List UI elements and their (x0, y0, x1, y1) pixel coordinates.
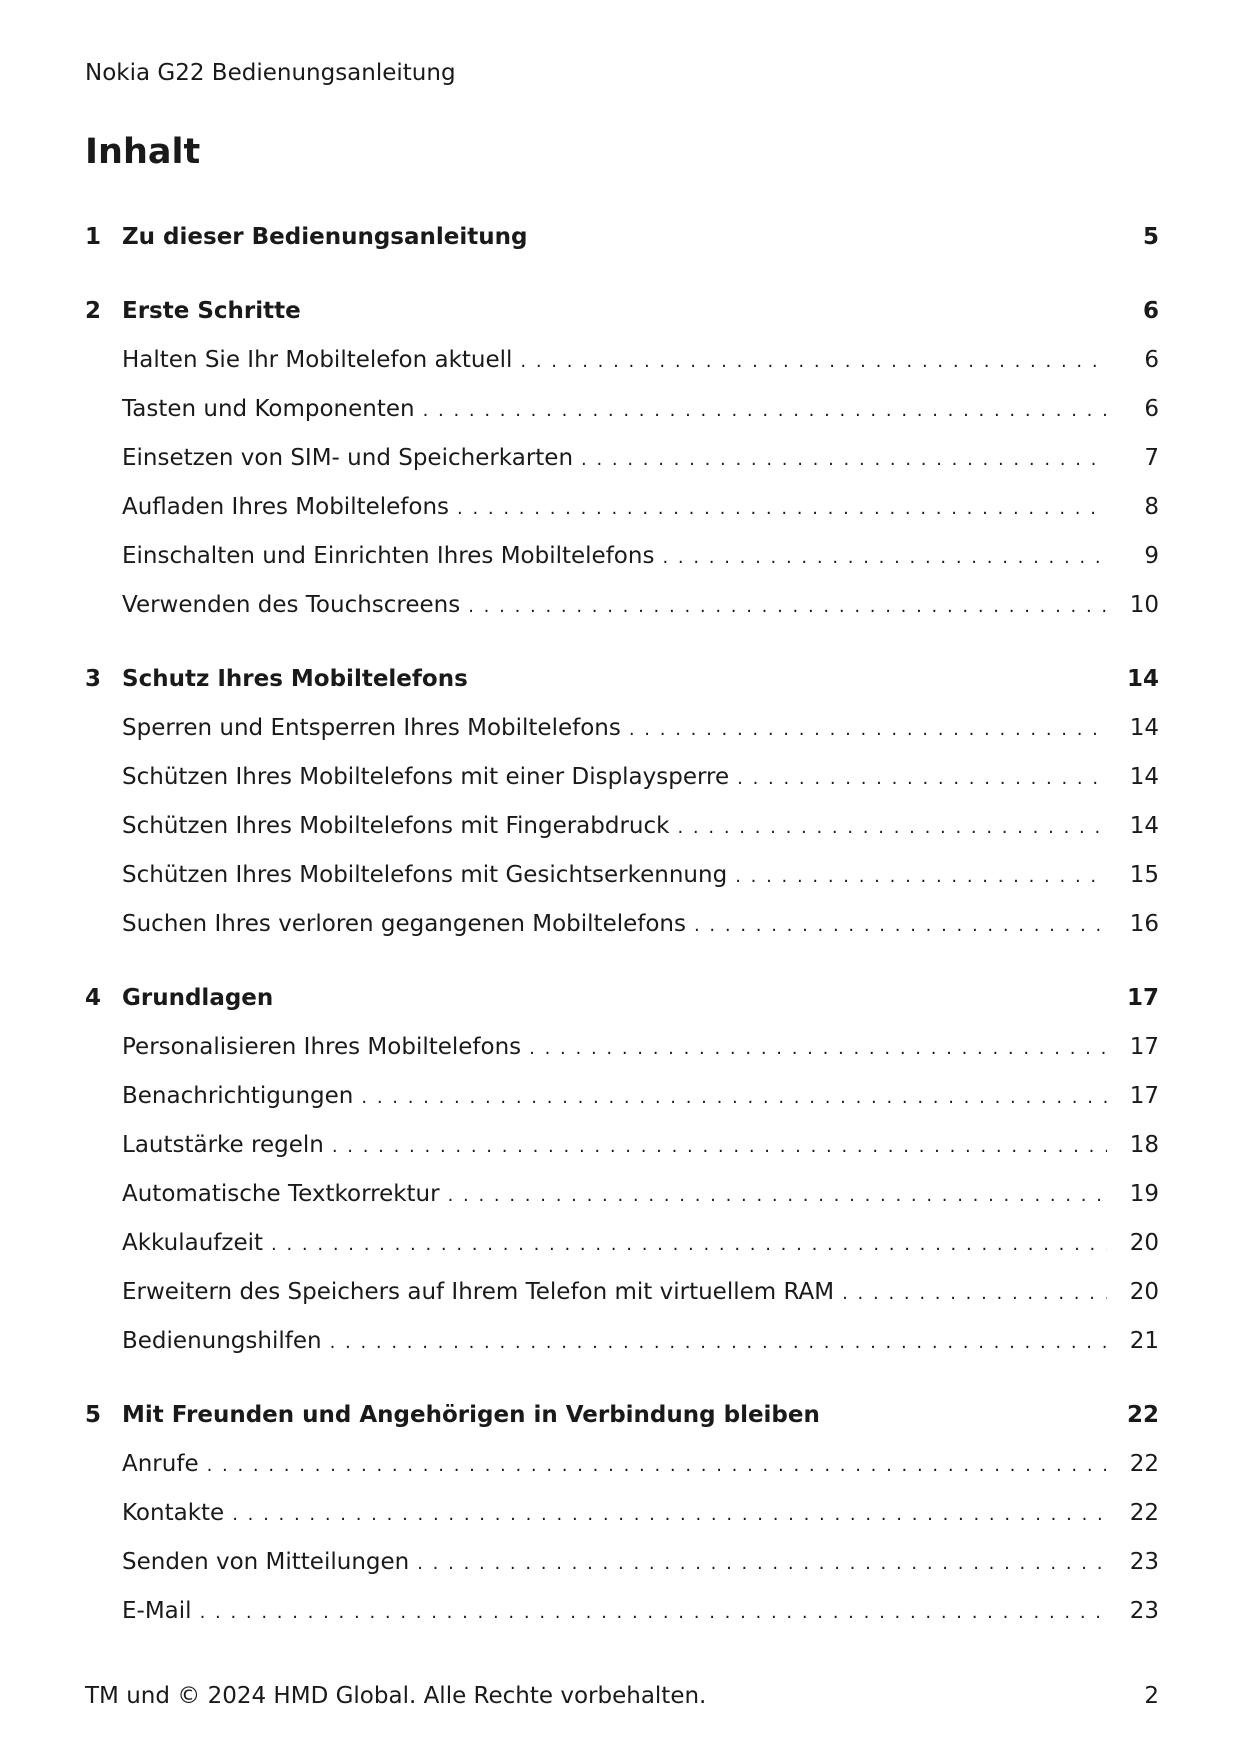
entry-title: Einsetzen von SIM- und Speicherkarten (122, 445, 574, 471)
toc-entry-link[interactable] (85, 385, 1159, 434)
dot-leader (330, 1318, 1107, 1367)
dot-leader (662, 533, 1107, 582)
toc-heading: Inhalt (85, 132, 201, 172)
document-footer (85, 1681, 1159, 1711)
entry-page-number: 9 (1144, 543, 1159, 569)
toc-chapter-link[interactable] (85, 212, 1159, 262)
toc-entry-link[interactable] (85, 336, 1159, 385)
entry-page-number: 14 (1129, 813, 1159, 839)
entry-title: Suchen Ihres verloren gegangenen Mobiltelefons (122, 911, 686, 937)
toc-chapter-link[interactable] (85, 1390, 1159, 1440)
entry-title: Verwenden des Touchscreens (122, 592, 461, 618)
dot-leader (232, 1490, 1107, 1539)
toc-entry-link[interactable] (85, 1440, 1159, 1489)
entry-page-number: 8 (1144, 494, 1159, 520)
entry-page-number: 21 (1129, 1328, 1159, 1354)
toc-entry-link[interactable] (85, 900, 1159, 949)
entry-page-number: 17 (1129, 1083, 1159, 1109)
chapter-page-number: 22 (1126, 1402, 1159, 1428)
entry-page-number: 23 (1129, 1598, 1159, 1624)
toc-entry-link[interactable] (85, 753, 1159, 802)
entry-page-number: 18 (1129, 1132, 1159, 1158)
entry-page-number: 15 (1129, 862, 1159, 888)
toc-entry-link[interactable] (85, 802, 1159, 851)
entry-title: Lautstärke regeln (122, 1132, 324, 1158)
chapter-number: 4 (85, 985, 102, 1011)
entry-title: Tasten und Komponenten (122, 396, 415, 422)
entry-title: Halten Sie Ihr Mobiltelefon aktuell (122, 347, 513, 373)
toc-entry-link[interactable] (85, 581, 1159, 630)
dot-leader (332, 1122, 1107, 1171)
dot-leader (271, 1220, 1107, 1269)
dot-leader (417, 1539, 1107, 1588)
toc-entry-link[interactable] (85, 1317, 1159, 1366)
dot-leader (529, 1024, 1107, 1073)
dot-leader (677, 803, 1107, 852)
entry-title: Schützen Ihres Mobiltelefons mit Gesichtserkennung (122, 862, 728, 888)
toc-entry-link[interactable] (85, 851, 1159, 900)
dot-leader (448, 1171, 1107, 1220)
entry-page-number: 19 (1129, 1181, 1159, 1207)
document-header: Nokia G22 Bedienungsanleitung (85, 60, 456, 86)
dot-leader (737, 754, 1107, 803)
toc-chapter-link[interactable] (85, 286, 1159, 336)
toc-entry-link[interactable] (85, 1489, 1159, 1538)
toc-chapter (85, 212, 1159, 262)
dot-leader (207, 1441, 1107, 1490)
dot-leader (200, 1588, 1107, 1637)
entry-title: Erweitern des Speichers auf Ihrem Telefon mit virtuellem RAM (122, 1279, 835, 1305)
toc-entry-link[interactable] (85, 704, 1159, 753)
toc-entry-link[interactable] (85, 532, 1159, 581)
chapter-title: Erste Schritte (122, 298, 301, 324)
entry-title: E-Mail (122, 1598, 192, 1624)
chapter-title: Schutz Ihres Mobiltelefons (122, 666, 468, 692)
toc-entry-link[interactable] (85, 1023, 1159, 1072)
dot-leader (842, 1269, 1107, 1318)
table-of-contents (85, 212, 1159, 1660)
entry-page-number: 7 (1144, 445, 1159, 471)
toc-chapter (85, 654, 1159, 949)
toc-entry-link[interactable] (85, 1121, 1159, 1170)
toc-entry-link[interactable] (85, 1268, 1159, 1317)
entry-page-number: 20 (1129, 1230, 1159, 1256)
entry-page-number: 10 (1129, 592, 1159, 618)
entry-title: Sperren und Entsperren Ihres Mobiltelefons (122, 715, 621, 741)
entry-title: Aufladen Ihres Mobiltelefons (122, 494, 450, 520)
chapter-number: 3 (85, 666, 102, 692)
toc-chapter-link[interactable] (85, 973, 1159, 1023)
entry-title: Schützen Ihres Mobiltelefons mit einer Displaysperre (122, 764, 730, 790)
dot-leader (361, 1073, 1107, 1122)
chapter-title: Mit Freunden und Angehörigen in Verbindung bleiben (122, 1402, 820, 1428)
toc-chapter-link[interactable] (85, 654, 1159, 704)
dot-leader (468, 582, 1107, 631)
entry-page-number: 6 (1144, 347, 1159, 373)
dot-leader (423, 386, 1107, 435)
chapter-page-number: 14 (1126, 666, 1159, 692)
entry-page-number: 6 (1144, 396, 1159, 422)
chapter-number: 2 (85, 298, 102, 324)
dot-leader (735, 852, 1107, 901)
entry-page-number: 22 (1129, 1451, 1159, 1477)
toc-chapter (85, 286, 1159, 630)
toc-entry-link[interactable] (85, 1587, 1159, 1636)
entry-title: Kontakte (122, 1500, 225, 1526)
entry-title: Anrufe (122, 1451, 199, 1477)
entry-title: Schützen Ihres Mobiltelefons mit Fingerabdruck (122, 813, 670, 839)
entry-title: Personalisieren Ihres Mobiltelefons (122, 1034, 522, 1060)
entry-page-number: 14 (1129, 764, 1159, 790)
toc-entry-link[interactable] (85, 483, 1159, 532)
entry-page-number: 20 (1129, 1279, 1159, 1305)
chapter-page-number: 6 (1142, 298, 1159, 324)
entry-title: Benachrichtigungen (122, 1083, 354, 1109)
chapter-title: Zu dieser Bedienungsanleitung (122, 224, 528, 250)
dot-leader (457, 484, 1107, 533)
dot-leader (520, 337, 1107, 386)
entry-page-number: 16 (1129, 911, 1159, 937)
entry-title: Bedienungshilfen (122, 1328, 322, 1354)
toc-entry-link[interactable] (85, 434, 1159, 483)
entry-title: Automatische Textkorrektur (122, 1181, 440, 1207)
chapter-page-number: 5 (1142, 224, 1159, 250)
footer-copyright: TM und © 2024 HMD Global. Alle Rechte vorbehalten. (85, 1683, 707, 1709)
entry-page-number: 23 (1129, 1549, 1159, 1575)
entry-title: Einschalten und Einrichten Ihres Mobiltelefons (122, 543, 655, 569)
entry-page-number: 17 (1129, 1034, 1159, 1060)
document-page (85, 0, 1159, 1754)
entry-title: Senden von Mitteilungen (122, 1549, 410, 1575)
footer-page-number: 2 (1144, 1683, 1159, 1709)
toc-entry-link[interactable] (85, 1538, 1159, 1587)
dot-leader (694, 901, 1107, 950)
entry-page-number: 14 (1129, 715, 1159, 741)
toc-chapter (85, 1390, 1159, 1636)
chapter-title: Grundlagen (122, 985, 274, 1011)
entry-title: Akkulaufzeit (122, 1230, 264, 1256)
toc-entry-link[interactable] (85, 1072, 1159, 1121)
toc-entry-link[interactable] (85, 1219, 1159, 1268)
chapter-page-number: 17 (1126, 985, 1159, 1011)
entry-page-number: 22 (1129, 1500, 1159, 1526)
chapter-number: 1 (85, 224, 102, 250)
toc-chapter (85, 973, 1159, 1366)
toc-entry-link[interactable] (85, 1170, 1159, 1219)
dot-leader (629, 705, 1107, 754)
chapter-number: 5 (85, 1402, 102, 1428)
dot-leader (581, 435, 1107, 484)
